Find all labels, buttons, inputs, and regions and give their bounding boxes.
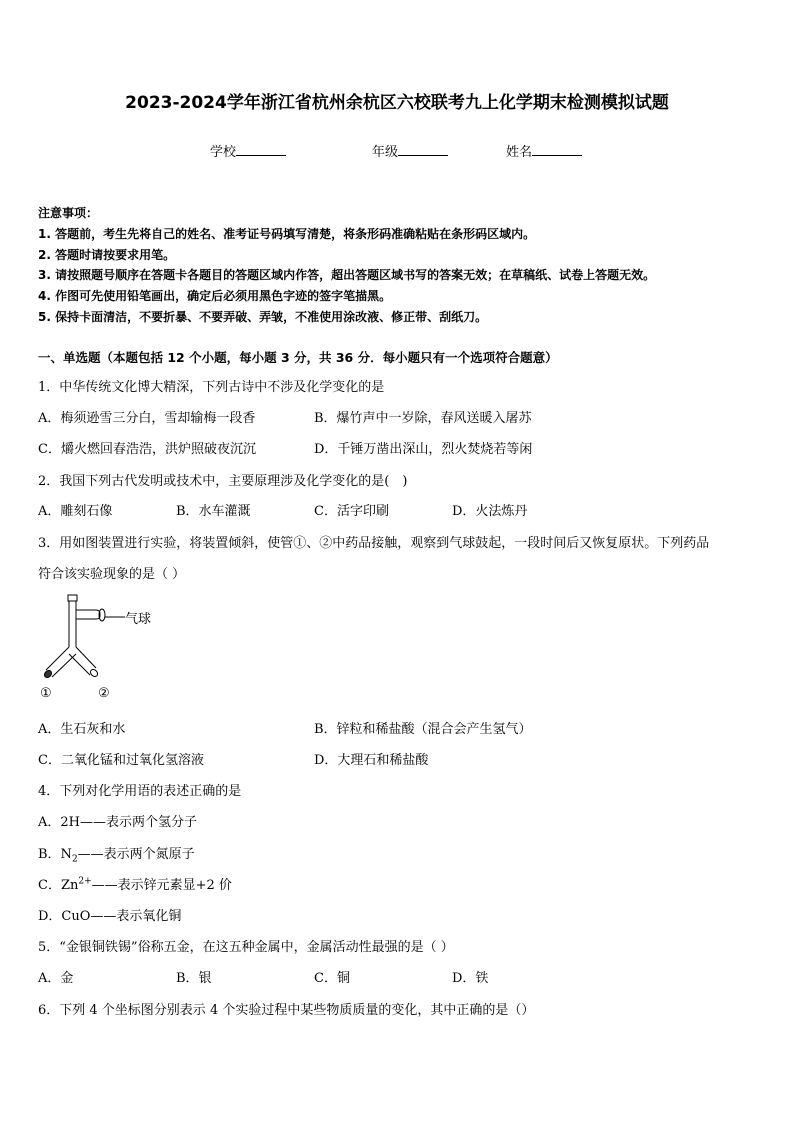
school-label: 学校	[210, 145, 237, 160]
page-title: 2023-2024学年浙江省杭州余杭区六校联考九上化学期末检测模拟试题	[125, 93, 669, 113]
tube-2-label: ②	[98, 686, 110, 701]
q2-option-d: D．火法炼丹	[452, 504, 528, 519]
school-blank	[236, 143, 286, 156]
notice-item: 2. 答题时请按要求用笔。	[38, 248, 176, 262]
name-field	[506, 141, 582, 160]
section-heading: 一、单选题（本题包括 12 个小题，每小题 3 分，共 36 分．每小题只有一个选项符合题意）	[38, 350, 558, 365]
q4-c-text: ——表示锌元素显+2 价	[91, 878, 232, 893]
question-4-stem: 4．下列对化学用语的表述正确的是	[38, 784, 242, 799]
notice-heading: 注意事项：	[38, 206, 99, 220]
notice-item: 5. 保持卡面清洁，不要折暴、不要弄破、弄皱，不准使用涂改液、修正带、刮纸刀。	[38, 310, 488, 324]
balloon-label: 气球	[125, 612, 152, 627]
grade-label: 年级	[372, 145, 399, 160]
question-3-stem-line1: 3．用如图装置进行实验，将装置倾斜，使管①、②中药品接触，观察到气球鼓起，一段时间后又恢复原状。下列药品	[38, 536, 710, 551]
q5-option-a: A．金	[38, 971, 74, 986]
q3-option-d: D．大理石和稀盐酸	[314, 753, 429, 768]
tube-1-label: ①	[40, 686, 52, 701]
q1-option-b: B．爆竹声中一岁除，春风送暖入屠苏	[314, 411, 532, 426]
grade-field	[372, 141, 448, 160]
q2-option-c: C．活字印刷	[314, 504, 389, 519]
q4-b-text: ——表示两个氮原子	[77, 847, 195, 862]
q4-c-superscript: 2+	[78, 876, 92, 887]
q4-b-subscript: 2	[71, 854, 78, 865]
question-3-stem-line2: 符合该实验现象的是（ ）	[38, 567, 186, 582]
name-blank	[532, 143, 582, 156]
q4-option-b	[38, 843, 195, 865]
q5-option-c: C．铜	[314, 971, 350, 986]
apparatus-outline	[38, 592, 138, 692]
notice-item: 1. 答题前，考生先将自己的姓名、准考证号码填写清楚，将条形码准确粘贴在条形码区域内。	[38, 227, 536, 241]
q5-option-d: D．铁	[452, 971, 489, 986]
grade-blank	[398, 143, 448, 156]
q4-c-formula: C．Zn	[38, 878, 79, 893]
balloon-pointer	[105, 614, 125, 620]
school-field	[210, 141, 286, 160]
q4-option-d: D．CuO——表示氧化铜	[38, 909, 182, 924]
question-6-stem: 6．下列 4 个坐标图分别表示 4 个实验过程中某些物质质量的变化，其中正确的是（）	[38, 1003, 535, 1018]
notice-item: 4. 作图可先使用铅笔画出，确定后必须用黑色字迹的签字笔描黑。	[38, 289, 392, 303]
q5-option-b: B．银	[176, 971, 212, 986]
q1-option-d: D．千锤万凿出深山，烈火焚烧若等闲	[314, 442, 533, 457]
q4-a-formula: A．2H	[38, 815, 80, 830]
q1-option-a: A．梅须逊雪三分白，雪却输梅一段香	[38, 411, 256, 426]
q2-option-a: A．雕刻石像	[38, 504, 113, 519]
q4-b-formula: B．N	[38, 847, 72, 862]
q4-option-c	[38, 874, 232, 893]
q4-option-a	[38, 811, 197, 830]
q3-option-c: C．二氧化锰和过氧化氢溶液	[38, 753, 204, 768]
notice-item: 3. 请按照题号顺序在答题卡各题目的答题区域内作答，超出答题区域书写的答案无效；在草稿纸、试卷上答题无效。	[38, 268, 656, 282]
q2-option-b: B．水车灌溉	[176, 504, 251, 519]
question-1-stem: 1．中华传统文化博大精深，下列古诗中不涉及化学变化的是	[38, 380, 385, 395]
name-label: 姓名	[506, 145, 533, 160]
q4-a-text: ——表示两个氢分子	[80, 815, 198, 830]
q1-option-c: C．爝火燃回春浩浩，洪炉照破夜沉沉	[38, 442, 256, 457]
q3-option-a: A．生石灰和水	[38, 722, 126, 737]
question-2-stem: 2．我国下列古代发明或技术中，主要原理涉及化学变化的是( )	[38, 474, 408, 489]
q3-option-b: B．锌粒和稀盐酸（混合会产生氢气）	[314, 722, 532, 737]
question-5-stem: 5．“金银铜铁锡”俗称五金，在这五种金属中，金属活动性最强的是（ ）	[38, 940, 454, 955]
